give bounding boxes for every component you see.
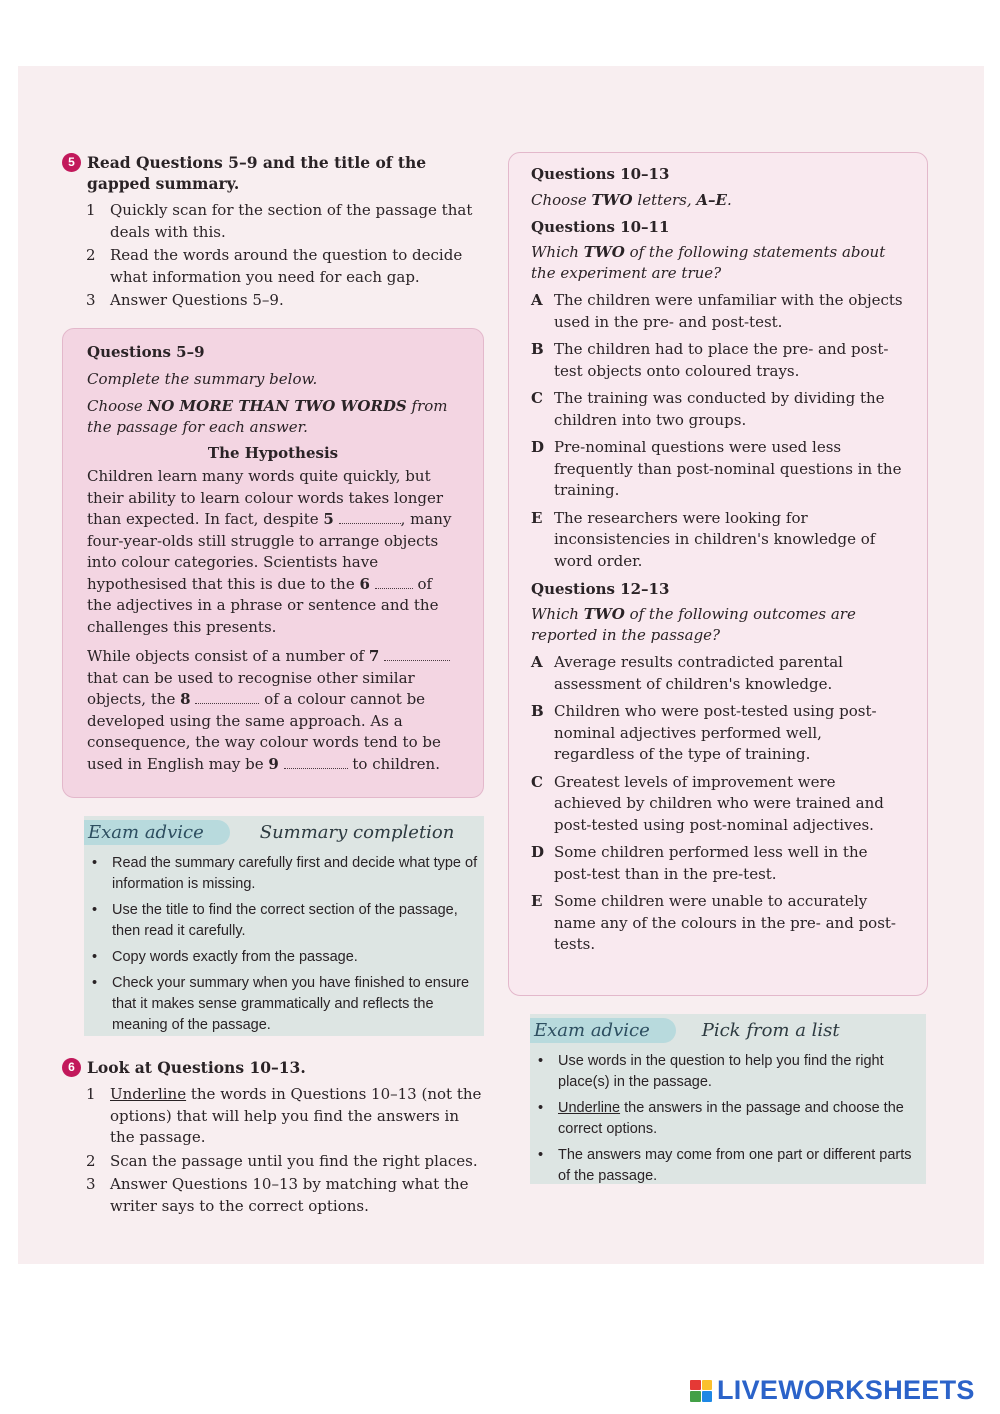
list-item: 3 Answer Questions 5–9.	[86, 291, 284, 309]
instruction: Choose NO MORE THAN TWO WORDS from the passage for each answer.	[87, 397, 448, 436]
exam-advice-title: Summary completion	[259, 822, 455, 843]
list-item: 1 Quickly scan for the section of the passage that deals with this.	[86, 201, 473, 241]
gap-6-answer[interactable]	[375, 588, 413, 589]
gap-7-answer[interactable]	[384, 660, 450, 661]
summary-paragraph: Children learn many words quite quickly, but their ability to learn colour words takes longer than expected. In fact, despite 5 , many four-year-olds still struggle to arrange objects into colour categories. Scientists have hypothesised that this is due to the 6 of the adjectives in a phrase or sentence and the challenges this presents.	[87, 467, 452, 636]
options-10-11	[531, 290, 905, 572]
options-12-13	[531, 652, 905, 956]
step-heading: Look at Questions 10–13.	[87, 1058, 306, 1077]
option-d[interactable]: D Some children performed less well in the post-test than in the pre-test.	[531, 843, 868, 883]
questions-5-9-box	[62, 328, 484, 798]
option-b[interactable]: B Children who were post-tested using post-nominal adjectives performed well, regardless of the type of training.	[531, 702, 877, 763]
instruction: Complete the summary below.	[87, 370, 318, 388]
list-item: 1 Underline the words in Questions 10–13 (not the options) that will help you find the answers in the passage.	[86, 1085, 482, 1146]
exam-advice-tag: Exam advice	[84, 820, 230, 845]
questions-10-11-title: Questions 10–11	[531, 218, 670, 236]
question-10-11-prompt: Which TWO of the following statements about the experiment are true?	[531, 243, 886, 282]
liveworksheets-icon	[690, 1380, 712, 1402]
summary-paragraph: While objects consist of a number of 7 that can be used to recognise other similar objects, the 8 of a colour cannot be developed using the same approach. As a consequence, the way colour words tend to be used in English may be 9 to children.	[87, 646, 459, 775]
list-item: • Underline the answers in the passage and choose the correct options.	[538, 1100, 904, 1137]
list-item: 3 Answer Questions 10–13 by matching what the writer says to the correct options.	[86, 1175, 469, 1215]
brand-name: LIVEWORKSHEETS	[717, 1375, 975, 1405]
gap-8-answer[interactable]	[195, 703, 259, 704]
list-item: • Check your summary when you have finished to ensure that it makes sense grammatically and reflects the meaning of the passage.	[92, 975, 470, 1033]
questions-10-13-box	[508, 152, 928, 996]
list-item: 2 Scan the passage until you find the right places.	[86, 1151, 478, 1170]
step-list	[82, 1084, 484, 1217]
list-item: • Use the title to find the correct section of the passage, then read it carefully.	[92, 902, 458, 939]
liveworksheets-logo[interactable]	[690, 1375, 975, 1406]
step-5	[62, 152, 482, 314]
step-number-badge: 5	[62, 153, 81, 172]
gap-5-answer[interactable]	[339, 523, 401, 524]
option-e[interactable]: E Some children were unable to accurately name any of the colours in the pre- and post-tests.	[531, 892, 897, 953]
list-item: • Copy words exactly from the passage.	[92, 949, 358, 965]
option-e[interactable]: E The researchers were looking for inconsistencies in children's knowledge of word order.	[531, 508, 876, 570]
list-item: • The answers may come from one part or different parts of the passage.	[538, 1147, 912, 1184]
exam-advice-title: Pick from a list	[701, 1020, 840, 1041]
summary-title: The Hypothesis	[207, 444, 339, 462]
option-a[interactable]: A The children were unfamiliar with the objects used in the pre- and post-test.	[531, 291, 903, 331]
step-heading: Read Questions 5–9 and the title of the gapped summary.	[87, 153, 427, 193]
list-item: • Read the summary carefully first and decide what type of information is missing.	[92, 855, 478, 892]
gap-9-answer[interactable]	[284, 768, 348, 769]
advice-list	[84, 853, 480, 1036]
questions-5-9-title: Questions 5–9	[87, 343, 205, 361]
exam-advice-summary	[84, 816, 484, 1036]
advice-list	[530, 1051, 922, 1187]
option-c[interactable]: C Greatest levels of improvement were achieved by children who were trained and post-tested using post-nominal adjectives.	[531, 772, 884, 834]
questions-10-13-title: Questions 10–13	[531, 165, 670, 183]
list-item: 2 Read the words around the question to decide what information you need for each gap.	[86, 246, 463, 286]
option-a[interactable]: A Average results contradicted parental assessment of children's knowledge.	[531, 653, 843, 693]
option-c[interactable]: C The training was conducted by dividing the children into two groups.	[531, 389, 885, 429]
step-number-badge: 6	[62, 1058, 81, 1077]
question-12-13-prompt: Which TWO of the following outcomes are reported in the passage?	[531, 605, 856, 644]
list-item: • Use words in the question to help you find the right place(s) in the passage.	[538, 1053, 884, 1090]
exam-advice-pick-list	[530, 1014, 926, 1184]
option-b[interactable]: B The children had to place the pre- and post-test objects onto coloured trays.	[531, 340, 889, 380]
questions-12-13-title: Questions 12–13	[531, 580, 670, 598]
step-list	[82, 200, 482, 312]
step-6	[62, 1057, 484, 1219]
instruction: Choose TWO letters, A–E.	[531, 191, 732, 209]
exam-advice-tag: Exam advice	[530, 1018, 676, 1043]
option-d[interactable]: D Pre-nominal questions were used less frequently than post-nominal questions in the training.	[531, 438, 902, 499]
